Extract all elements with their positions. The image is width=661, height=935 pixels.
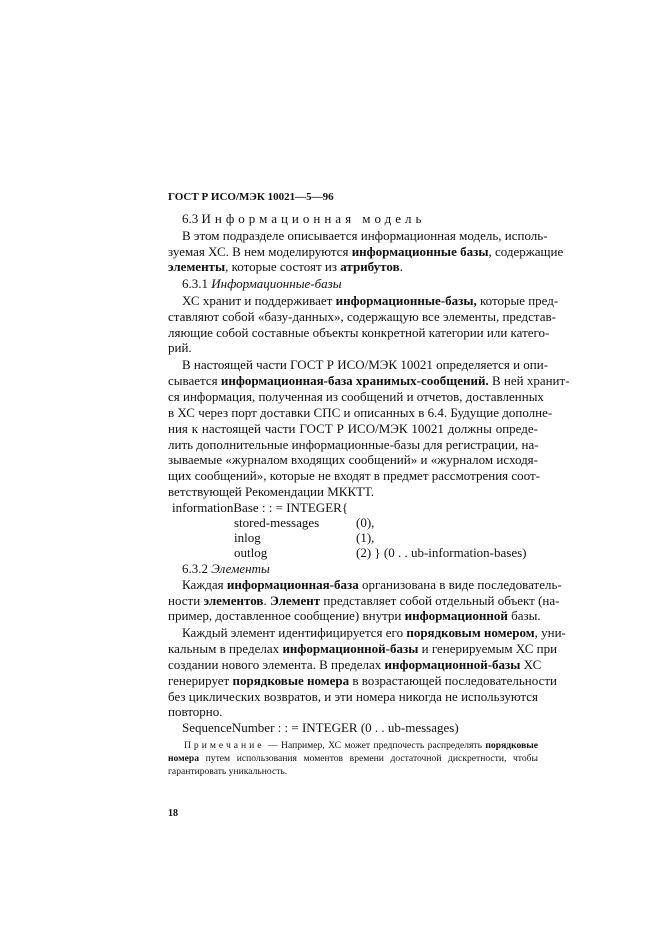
text-run: ставляют собой «базу-данных», содержащую все элементы, представ- — [168, 309, 556, 324]
text-line — [168, 373, 570, 388]
text-line — [168, 641, 558, 656]
text-run: которые пред- — [476, 293, 559, 308]
text-run: В этом подразделе описывается информационная модель, исполь- — [182, 228, 548, 243]
text-line — [182, 561, 538, 576]
text-line — [168, 452, 538, 467]
note-label: Примечание — [184, 740, 265, 751]
document-header: ГОСТ Р ИСО/МЭК 10021—5—96 — [168, 191, 334, 203]
text-line — [168, 704, 538, 719]
page-number: 18 — [168, 808, 178, 819]
text-line — [168, 673, 557, 688]
text-line — [182, 276, 538, 291]
text-run: базы. — [507, 608, 541, 623]
text-line — [168, 325, 550, 340]
text-line — [168, 309, 556, 324]
text-run: В настоящей части ГОСТ Р ИСО/МЭК 10021 определяется и опи- — [182, 357, 549, 372]
enum-name: inlog — [234, 530, 261, 545]
text-line — [168, 244, 564, 259]
text-run: и генерируемым ХС при — [418, 641, 558, 656]
text-line — [168, 593, 560, 608]
text-run: лить дополнительные информационные-базы для регистрации, на- — [168, 437, 539, 452]
text-line — [168, 657, 542, 672]
text-run: путем использования моментов времени достаточной дискретности, чтобы — [199, 753, 538, 764]
text-line — [182, 577, 562, 592]
text-line — [182, 720, 538, 735]
text-run: 6.3.1 — [182, 276, 212, 291]
text-line — [168, 608, 541, 623]
text-run: в возрастающей последовательности — [349, 673, 557, 688]
text-line — [168, 340, 538, 355]
text-run: зуемая ХС. В нем моделируются — [168, 244, 352, 259]
text-run: , уни- — [534, 625, 566, 640]
text-run: представляет собой отдельный объект (на- — [320, 593, 560, 608]
text-line — [168, 468, 538, 483]
bold-term: порядковые номера — [232, 673, 350, 688]
text-run: Каждая — [182, 577, 227, 592]
italic-title: Информационные-базы — [211, 276, 342, 291]
text-run: сывается — [168, 373, 221, 388]
text-line — [168, 259, 538, 274]
enum-name: stored-messages — [234, 515, 320, 530]
text-line — [182, 293, 559, 308]
bold-term: информационная-база хранимых-сообщений. — [220, 373, 489, 388]
bold-term: информационной-базы — [384, 657, 521, 672]
bold-term: информационные базы — [351, 244, 489, 259]
text-run: informationBase : : = INTEGER{ — [172, 500, 349, 515]
text-run: зываемые «журналом входящих сообщений» и «журналом исходя- — [168, 452, 538, 467]
text-line — [168, 421, 538, 436]
text-run: . — [263, 593, 270, 608]
enum-value: (2) } (0 . . ub-information-bases) — [356, 545, 527, 560]
text-run: щих сообщений», которые не входят в предмет рассмотрения соот- — [168, 468, 540, 483]
enum-value: (1), — [356, 530, 375, 545]
text-line — [182, 625, 566, 640]
text-run: . — [399, 259, 403, 274]
text-run: генерирует — [168, 673, 233, 688]
bold-term: атрибутов — [340, 259, 400, 274]
section-heading — [182, 211, 538, 226]
note-line — [168, 766, 538, 778]
section-number: 6.3 — [182, 211, 199, 226]
text-line — [168, 437, 538, 452]
text-run: SequenceNumber : : = INTEGER (0 . . ub-messages) — [182, 720, 459, 735]
text-run: ХС — [520, 657, 542, 672]
bold-term: информационной — [404, 608, 508, 623]
text-run: ляющие собой составные объекты конкретной категории или катего- — [168, 325, 550, 340]
text-run: В ней хранит- — [488, 373, 570, 388]
text-line — [172, 500, 528, 515]
text-line — [168, 689, 538, 704]
note-line — [168, 753, 538, 765]
bold-term: Элемент — [269, 593, 321, 608]
bold-term: порядковые — [485, 740, 538, 751]
text-line — [168, 405, 553, 420]
text-run: ХС хранит и поддерживает — [182, 293, 336, 308]
bold-term: элементы — [168, 259, 226, 274]
text-run: ния к настоящей части ГОСТ Р ИСО/МЭК 10021 должны опреде- — [168, 421, 538, 436]
text-line — [182, 357, 549, 372]
text-run: ся информация, полученная из сообщений и отчетов, доставленных — [168, 389, 544, 404]
text-run: создании нового элемента. В пределах — [168, 657, 385, 672]
text-run: пример, доставленное сообщение) внутри — [168, 608, 405, 623]
text-run: рий. — [168, 340, 192, 355]
text-line — [168, 389, 544, 404]
text-run: организована в виде последователь- — [358, 577, 562, 592]
bold-term: порядковым номером — [406, 625, 535, 640]
text-run: кальным в пределах — [168, 641, 283, 656]
bold-term: информационная-база — [226, 577, 359, 592]
italic-title: Элементы — [211, 561, 270, 576]
enum-value: (0), — [356, 515, 375, 530]
text-run: ности — [168, 593, 204, 608]
text-run: повторно. — [168, 704, 223, 719]
text-line — [168, 484, 538, 499]
text-run: Каждый элемент идентифицируется его — [182, 625, 407, 640]
bold-term: элементов — [203, 593, 264, 608]
text-run: без циклических возвратов, и эти номера никогда не используются — [168, 689, 538, 704]
note-line — [184, 740, 538, 752]
bold-term: номера — [168, 753, 200, 764]
text-run: ветствующей Рекомендации МККТТ. — [168, 484, 374, 499]
text-run: , содержащие — [488, 244, 564, 259]
text-run: 6.3.2 — [182, 561, 212, 576]
bold-term: информационной-базы — [282, 641, 419, 656]
text-line — [182, 228, 548, 243]
text-run: гарантировать уникальность. — [168, 766, 288, 777]
bold-term: информационные-базы, — [335, 293, 477, 308]
section-title: Информационная модель — [201, 211, 426, 226]
enum-name: outlog — [234, 545, 268, 560]
text-run: — Например, ХС может предпочесть распределять — [268, 740, 486, 751]
text-run: в ХС через порт доставки СПС и описанных в 6.4. Будущие дополне- — [168, 405, 553, 420]
text-run: , которые состоят из — [225, 259, 341, 274]
